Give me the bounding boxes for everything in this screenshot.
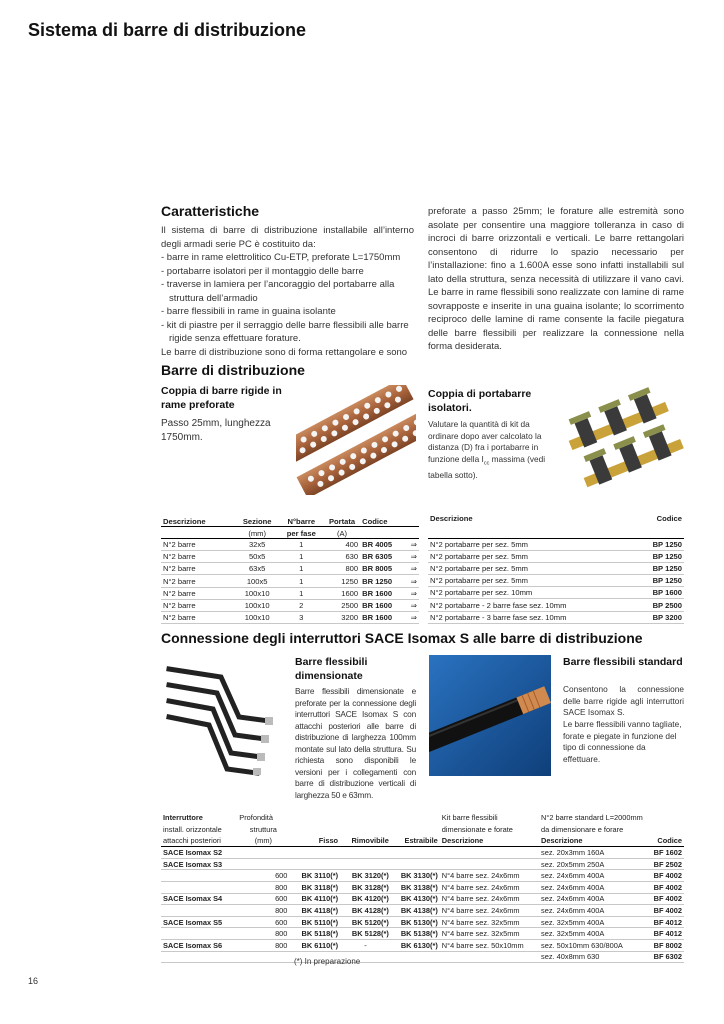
rigide-text: Passo 25mm, lunghezza 1750mm.	[161, 418, 271, 443]
flex-std-text2: Le barre flessibili vanno tagliate, forate e piegate in funzione del tipo di connessione da effettuare.	[563, 719, 682, 764]
flexible-standard-photo	[429, 655, 551, 776]
table-header: Portata	[324, 514, 360, 526]
flex-dim-text: Barre flessibili dimensionate e preforate per la connessione degli interruttori SACE Isomax S con attacchi posteriori alle barre di distribuzione di larghezza 100mm montate sul lato della struttura. Su richiesta sono disponibili le versioni per i collegamenti con barre di distribuzione verticali di larghezza 50 e 63mm.	[295, 686, 416, 800]
table-row: N°2 portabarre per sez. 5mm BP 1250	[430, 539, 682, 549]
copper-bars-photo	[296, 385, 416, 495]
table-row: N°2 barre 100x10 2 2500 BR 1600 ⇒	[163, 600, 417, 610]
table-header: Estraibile	[391, 835, 440, 847]
table-row: sez. 40x8mm 630 BF 6302	[161, 951, 684, 963]
arrow-right-icon: ⇒	[410, 576, 417, 586]
rigide-title: Coppia di barre rigide in rame preforate	[161, 385, 282, 411]
table-row: N°2 portabarre per sez. 10mm BP 1600	[430, 588, 682, 598]
caratteristiche-col2: preforate a passo 25mm; le forature alle estremità sono asolate per consentire una maggiore tolleranza in caso di incroci di barre orizzontali e verticali. Le barre rettangolari consentono di ridurre lo spazio necessario per l’installazione: fino a 1.600A esse sono infatti installabili sul lato della struttura, senza necessità di utilizzare il vano cavi. Le barre in rame flessibili sono realizzate con lamine di rame sovrapposte e inserite in una guaina isolante; lo scorrimento reciproco delle lamine di rame consente la facile piegatura delle barre flessibili per realizzare la connessione nella forma desiderata.	[428, 206, 684, 352]
arrow-right-icon: ⇒	[410, 539, 417, 549]
arrow-right-icon: ⇒	[410, 613, 417, 623]
table-row: SACE Isomax S6 800 BK 6110(*) - BK 6130(*) N°4 barre sez. 50x10mm sez. 50x10mm 630/800A BF 8002	[163, 940, 682, 950]
table-row: N°2 barre 50x5 1 630 BR 6305 ⇒	[163, 552, 417, 562]
list-item: - barre flessibili in rame in guaina isolante	[161, 306, 336, 317]
caratteristiche-intro: Il sistema di barre di distribuzione installabile all’interno degli armadi serie PC è costituito da:	[161, 225, 414, 250]
table-row: 600 BK 3110(*) BK 3120(*) BK 3130(*) N°4 barre sez. 24x6mm sez. 24x6mm 400A BF 4002	[161, 870, 684, 882]
table-row: SACE Isomax S3 sez. 20x5mm 250A BF 2502	[163, 859, 682, 869]
table-row: N°2 barre 100x5 1 1250 BR 1250 ⇒	[163, 576, 417, 586]
table-header: Descrizione	[428, 514, 618, 538]
table-row: 800 BK 4118(*) BK 4128(*) BK 4138(*) N°4 barre sez. 24x6mm sez. 24x6mm 400A BF 4002	[161, 905, 684, 917]
table-row: N°2 portabarre per sez. 5mm BP 1250	[430, 563, 682, 573]
table-header: Rimovibile	[340, 835, 391, 847]
footnote: (*) In preparazione	[294, 957, 361, 966]
table-header: Codice	[645, 835, 684, 847]
table-row: N°2 barre 32x5 1 400 BR 4005 ⇒	[163, 539, 417, 549]
table-row: SACE Isomax S4 600 BK 4110(*) BK 4120(*) BK 4130(*) N°4 barre sez. 24x6mm sez. 24x6mm 400A BF 4002	[163, 894, 682, 904]
table-row: N°2 portabarre - 3 barre fase sez. 10mm BP 3200	[430, 612, 682, 622]
flex-std-text1: Consentono la connessione delle barre rigide agli interruttori SACE Isomax S.	[563, 684, 684, 717]
table-row: N°2 barre 100x10 1 1600 BR 1600 ⇒	[163, 588, 417, 598]
list-item: - kit di piastre per il serraggio delle barre flessibili alle barre rigide senza effettuare forature.	[161, 319, 409, 344]
portabarre-text: Valutare la quantità di kit da ordinare dopo aver calcolato la distanza (D) fra i portabarre in funzione della $I_{cc}$ massima (vedi tabella sotto).	[428, 419, 546, 480]
table-row: N°2 barre 100x10 3 3200 BR 1600 ⇒	[163, 613, 417, 623]
list-item: - traverse in lamiera per l’ancoraggio del portabarre alla struttura dell’armadio	[161, 279, 395, 304]
portabarre-title: Coppia di portabarre isolatori.	[428, 388, 532, 414]
table-header: Sezione	[236, 514, 279, 526]
flexible-bars-photo	[161, 655, 283, 776]
table-header: Codice	[360, 514, 419, 526]
table-row: N°2 barre 63x5 1 800 BR 8005 ⇒	[163, 564, 417, 574]
table-header: N°barre	[279, 514, 324, 526]
table-row: N°2 portabarre - 2 barre fase sez. 10mm BP 2500	[430, 600, 682, 610]
table-row: N°2 portabarre per sez. 5mm BP 1250	[430, 551, 682, 561]
caratteristiche-list	[161, 251, 414, 346]
table-header: Descrizione	[539, 835, 645, 847]
flex-std-title: Barre flessibili standard	[563, 656, 683, 668]
table-row: 800 BK 3118(*) BK 3128(*) BK 3138(*) N°4 barre sez. 24x6mm sez. 24x6mm 400A BF 4002	[161, 882, 684, 894]
barre-table: Descrizione Sezione N°barre Portata Codice (mm) per fase (A) N°2 barre 32x5 1 400 BR 4005 ⇒ N°2 barre 50x5 1 630 BR 6305 ⇒ N°2 barre 63x5 1 800 BR 8005 ⇒ N°2 barre 100x5 1 1250 BR 1250 ⇒ N°2 barre 100x10 1 1600 BR 1600 ⇒ N°2 barre 100x10 2 2500 BR 1600 ⇒ N°2 barre 100x10 3 3200 BR 1600 ⇒	[161, 514, 419, 624]
list-item: - portabarre isolatori per il montaggio delle barre	[161, 265, 364, 277]
table-row: N°2 portabarre per sez. 5mm BP 1250	[430, 576, 682, 586]
insulators-photo	[564, 384, 684, 494]
arrow-right-icon: ⇒	[410, 600, 417, 610]
table-header: Descrizione	[161, 514, 236, 526]
portabarre-table	[428, 514, 684, 624]
list-item: - barre in rame elettrolitico Cu-ETP, preforate L=1750mm	[161, 252, 401, 263]
table-header: Codice	[618, 514, 684, 538]
table-header: Descrizione	[440, 835, 539, 847]
caratteristiche-heading: Caratteristiche	[161, 203, 260, 219]
page-number: 16	[28, 976, 39, 986]
barre-heading: Barre di distribuzione	[161, 362, 305, 378]
page-title: Sistema di barre di distribuzione	[28, 20, 307, 40]
arrow-right-icon: ⇒	[410, 552, 417, 562]
connessione-table: Interruttore Profondità Kit barre flessibili N°2 barre standard L=2000mm install. orizzontale struttura dimensionate e forate da dimensionare e forare attacchi posteriori (mm) Fisso Rimovibile Estraibile Descrizione Descrizione Codice SACE Isomax S2 sez. 20x3mm 160A BF 1602 SACE Isomax S3 sez. 20x5mm 250A BF 2502 600 BK 3110(*) BK 3120(*) BK 3130(*) N°4 barre sez. 24x6mm sez. 24x6mm 400A BF 4002 800 BK 3118(*) BK 3128(*) BK 3138(*) N°4 barre sez. 24x6mm sez. 24x6mm 400A BF 4002 SACE Isomax S4 600 BK 4110(*) BK 4120(*) BK 4130(*) N°4 barre sez. 24x6mm sez. 24x6mm 400A BF 4002 800 BK 4118(*) BK 4128(*) BK 4138(*) N°4 barre sez. 24x6mm sez. 24x6mm 400A BF 4002 SACE Isomax S5 600 BK 5110(*) BK 5120(*) BK 5130(*) N°4 barre sez. 32x5mm sez. 32x5mm 400A BF 4012 800 BK 5118(*) BK 5128(*) BK 5138(*) N°4 barre sez. 32x5mm sez. 32x5mm 400A BF 4012 SACE Isomax S6 800 BK 6110(*) - BK 6130(*) N°4 barre sez. 50x10mm sez. 50x10mm 630/800A BF 8002 sez. 40x8mm 630 BF 6302	[163, 813, 682, 962]
connessione-heading: Connessione degli interruttori SACE Isomax S alle barre di distribuzione	[161, 630, 643, 646]
table-row: SACE Isomax S5 600 BK 5110(*) BK 5120(*) BK 5130(*) N°4 barre sez. 32x5mm sez. 32x5mm 400A BF 4012	[163, 917, 682, 927]
arrow-right-icon: ⇒	[410, 564, 417, 574]
caratteristiche-col1	[161, 224, 414, 359]
table-row: 800 BK 5118(*) BK 5128(*) BK 5138(*) N°4 barre sez. 32x5mm sez. 32x5mm 400A BF 4012	[161, 928, 684, 940]
flex-dim-title: Barre flessibili dimensionate	[295, 656, 368, 682]
arrow-right-icon: ⇒	[410, 588, 417, 598]
table-row: SACE Isomax S2 sez. 20x3mm 160A BF 1602	[163, 848, 682, 858]
caratteristiche-outro: Le barre di distribuzione sono di forma rettangolare e sono	[161, 346, 408, 358]
table-header: Fisso	[289, 835, 340, 847]
